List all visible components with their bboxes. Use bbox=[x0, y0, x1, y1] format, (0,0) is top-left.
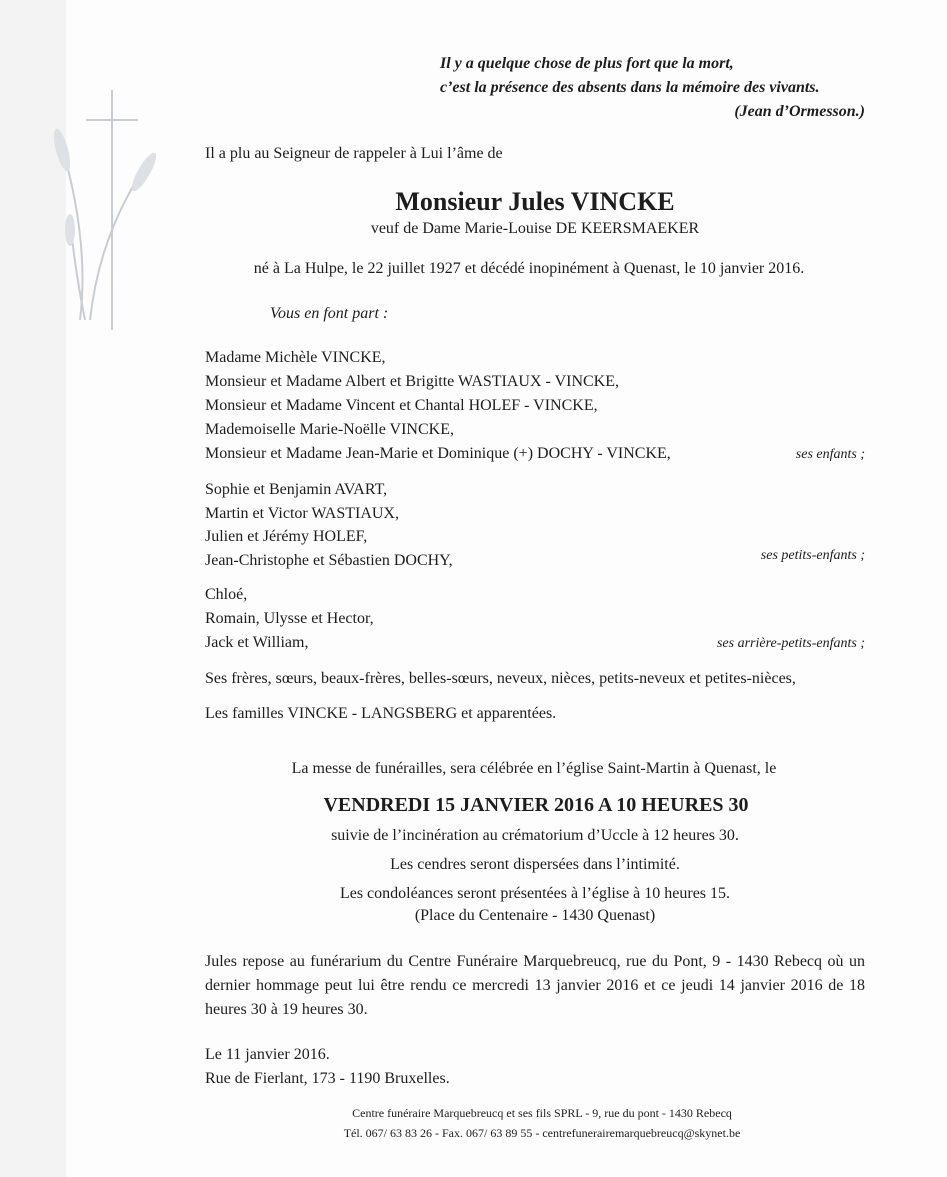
ceremony-line-4: (Place du Centenaire - 1430 Quenast) bbox=[414, 907, 656, 924]
widower-line: veuf de Dame Marie-Louise DE KEERSMAEKER bbox=[370, 220, 700, 237]
announce-text: Vous en font part : bbox=[270, 305, 389, 322]
signoff-date: Le 11 janvier 2016. bbox=[205, 1046, 330, 1063]
ceremony-intro: La messe de funérailles, sera célébrée en l’église Saint-Martin à Quenast, le bbox=[291, 760, 777, 777]
ceremony-line-3: Les condoléances seront présentées à l’église à 10 heures 15. bbox=[339, 885, 731, 902]
child-item: Madame Michèle VINCKE, bbox=[205, 349, 386, 366]
ceremony-date: VENDREDI 15 JANVIER 2016 A 10 HEURES 30 bbox=[323, 794, 749, 816]
children-label: ses enfants ; bbox=[795, 447, 865, 462]
families-line: Les familles VINCKE - LANGSBERG et apparentées. bbox=[205, 705, 557, 722]
child-item: Monsieur et Madame Albert et Brigitte WASTIAUX - VINCKE, bbox=[205, 373, 620, 390]
great-grandchild-item: Jack et William, bbox=[205, 634, 309, 651]
footer-line-2: Tél. 067/ 63 83 26 - Fax. 067/ 63 89 55 - centrefunerairemarquebreucq@skynet.be bbox=[343, 1126, 741, 1140]
child-item: Monsieur et Madame Jean-Marie et Dominique (+) DOCHY - VINCKE, bbox=[205, 445, 671, 462]
quote-line-2: c’est la présence des absents dans la mémoire des vivants. bbox=[440, 79, 820, 96]
great-grandchildren-label: ses arrière-petits-enfants ; bbox=[716, 636, 865, 651]
grandchild-item: Sophie et Benjamin AVART, bbox=[205, 481, 388, 498]
grandchild-item: Jean-Christophe et Sébastien DOCHY, bbox=[205, 552, 453, 569]
quote-author: (Jean d’Ormesson.) bbox=[734, 103, 865, 120]
quote-line-1: Il y a quelque chose de plus fort que la mort, bbox=[440, 55, 734, 72]
ceremony-line-1: suivie de l’incinération au crématorium d’Uccle à 12 heures 30. bbox=[331, 827, 739, 844]
great-grandchild-item: Romain, Ulysse et Hector, bbox=[205, 610, 374, 627]
grandchild-item: Martin et Victor WASTIAUX, bbox=[205, 505, 399, 522]
birth-death-line: né à La Hulpe, le 22 juillet 1927 et décédé inopinément à Quenast, le 10 janvier 2016. bbox=[253, 260, 805, 277]
grandchildren-label: ses petits-enfants ; bbox=[760, 548, 865, 563]
great-grandchild-item: Chloé, bbox=[205, 586, 248, 603]
child-item: Mademoiselle Marie-Noëlle VINCKE, bbox=[205, 421, 454, 438]
siblings-line: Ses frères, sœurs, beaux-frères, belles-sœurs, neveux, nièces, petits-neveux et petites-nièces, bbox=[205, 670, 796, 687]
ceremony-line-2: Les cendres seront dispersées dans l’intimité. bbox=[390, 856, 680, 873]
visitation-paragraph: Jules repose au funérarium du Centre Funéraire Marquebreucq, rue du Pont, 9 - 1430 Rebecq où un dernier hommage peut lui être rendu ce mercredi 13 janvier 2016 et ce jeudi 14 janvier 2016 de 18 heures 30 à 19 heures 30. bbox=[205, 953, 865, 1018]
signoff-address: Rue de Fierlant, 173 - 1190 Bruxelles. bbox=[205, 1070, 450, 1087]
intro-text: Il a plu au Seigneur de rappeler à Lui l’âme de bbox=[205, 145, 503, 162]
grandchild-item: Julien et Jérémy HOLEF, bbox=[205, 528, 368, 545]
footer-line-1: Centre funéraire Marquebreucq et ses fils SPRL - 9, rue du pont - 1430 Rebecq bbox=[352, 1106, 732, 1120]
child-item: Monsieur et Madame Vincent et Chantal HOLEF - VINCKE, bbox=[205, 397, 598, 414]
deceased-name: Monsieur Jules VINCKE bbox=[395, 187, 675, 216]
